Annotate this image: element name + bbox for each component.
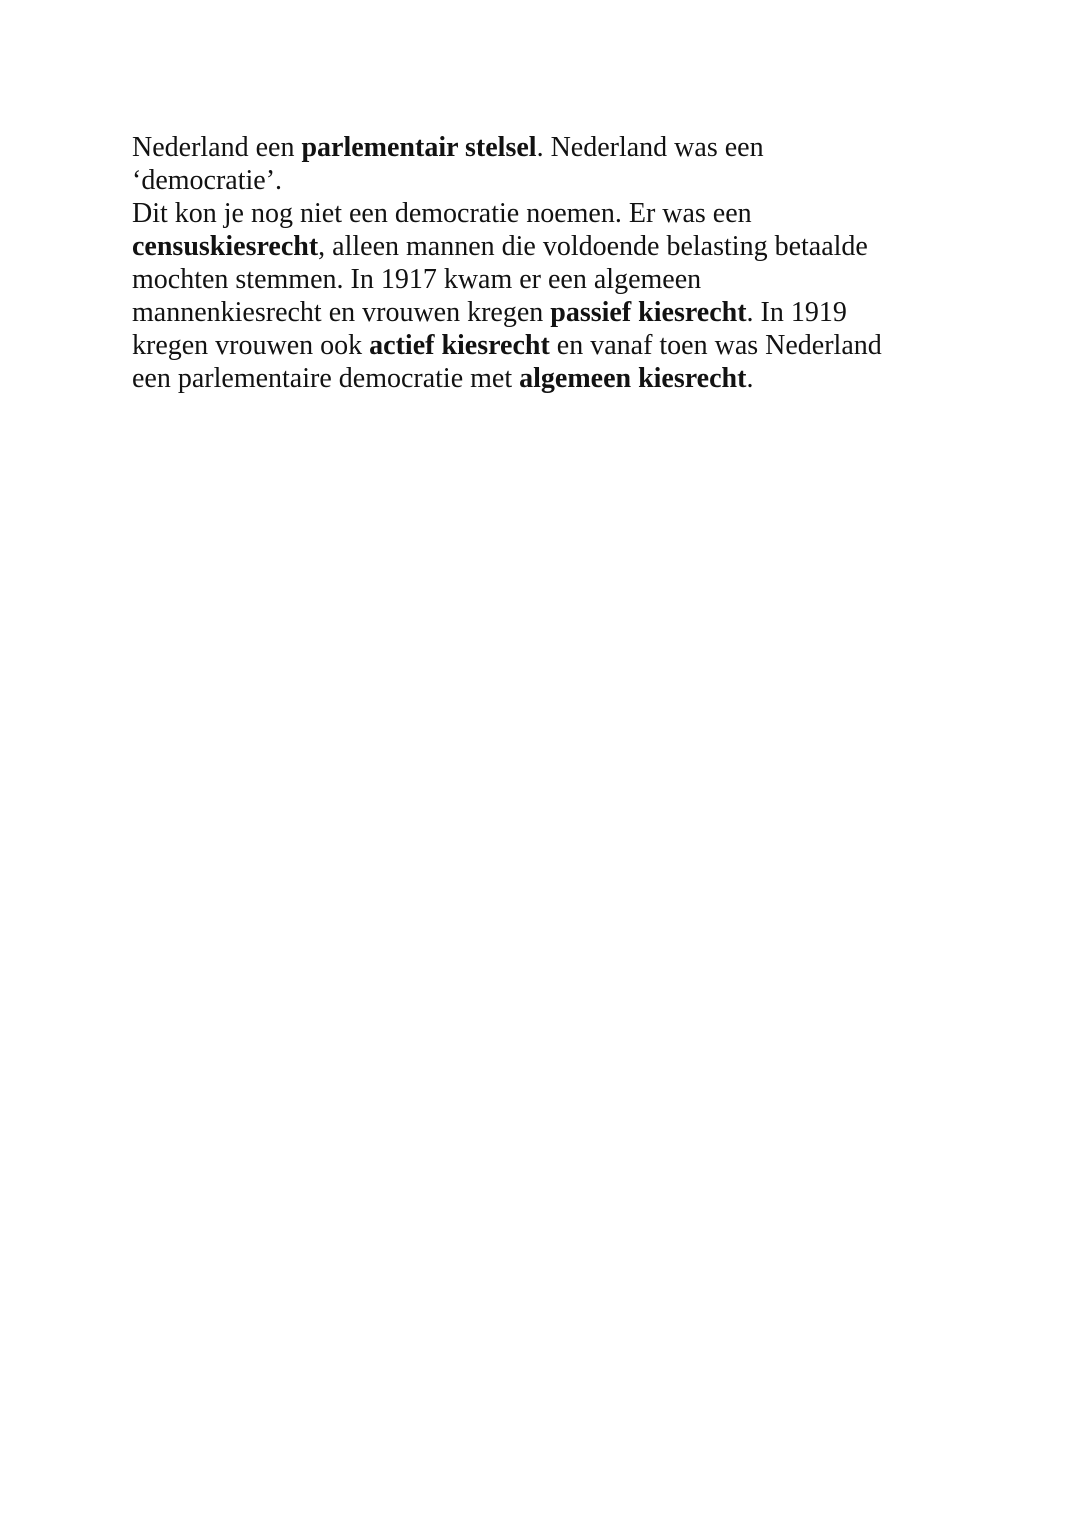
text-line: [132, 296, 992, 329]
bold-text-segment: algemeen kiesrecht: [519, 363, 747, 394]
text-line: [132, 197, 992, 230]
text-line: [132, 263, 992, 296]
text-segment: , alleen mannen die voldoende belasting betaalde: [318, 231, 868, 262]
text-segment: . Nederland was een: [536, 132, 764, 163]
text-segment: Nederland een: [132, 132, 302, 163]
text-line: [132, 164, 992, 197]
bold-text-segment: passief kiesrecht: [550, 297, 747, 328]
text-line: [132, 230, 992, 263]
text-line: [132, 362, 992, 395]
text-segment: ‘democratie’.: [132, 165, 283, 196]
text-segment: . In 1919: [746, 297, 847, 328]
text-line: [132, 131, 992, 164]
text-segment: mochten stemmen. In 1917 kwam er een algemeen: [132, 264, 702, 295]
text-segment: .: [746, 363, 754, 394]
text-line: [132, 329, 992, 362]
document-text: [132, 131, 992, 395]
bold-text-segment: censuskiesrecht: [132, 231, 319, 262]
text-segment: Dit kon je nog niet een democratie noemen. Er was een: [132, 198, 752, 229]
text-segment: mannenkiesrecht en vrouwen kregen: [132, 297, 551, 328]
text-segment: kregen vrouwen ook: [132, 330, 370, 361]
text-segment: en vanaf toen was Nederland: [549, 330, 882, 361]
text-segment: een parlementaire democratie met: [132, 363, 520, 394]
bold-text-segment: actief kiesrecht: [369, 330, 550, 361]
bold-text-segment: parlementair stelsel: [301, 132, 537, 163]
